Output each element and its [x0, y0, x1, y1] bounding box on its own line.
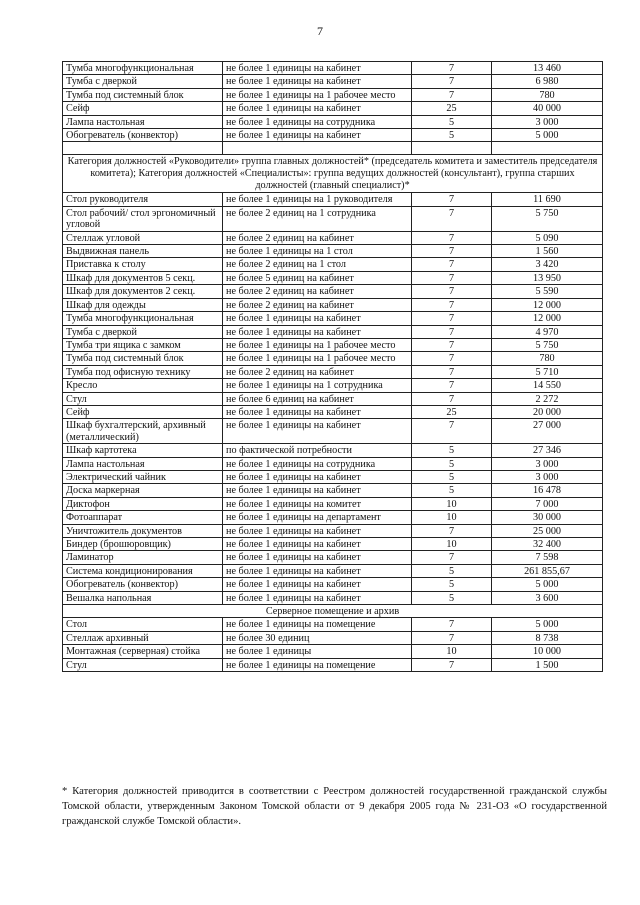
table-row — [63, 392, 603, 405]
item-name-cell: Монтажная (серверная) стойка — [63, 645, 223, 658]
quantity-norm-cell: не более 1 единицы на кабинет — [223, 591, 412, 604]
service-life-cell: 25 — [412, 405, 492, 418]
price-cell: 1 500 — [492, 658, 603, 671]
price-cell: 4 970 — [492, 325, 603, 338]
table-row — [63, 578, 603, 591]
table-row — [63, 129, 603, 142]
table-row — [63, 285, 603, 298]
service-life-cell: 7 — [412, 312, 492, 325]
quantity-norm-cell: не более 1 единицы на 1 рабочее место — [223, 88, 412, 101]
table-row — [63, 511, 603, 524]
table-section-top — [63, 62, 603, 142]
item-name-cell: Стол руководителя — [63, 193, 223, 206]
quantity-norm-cell: не более 1 единицы на кабинет — [223, 551, 412, 564]
item-name-cell: Тумба многофункциональная — [63, 62, 223, 75]
service-life-cell: 7 — [412, 392, 492, 405]
table-row — [63, 405, 603, 418]
footnote: * Категория должностей приводится в соответствии с Реестром должностей государственной гражданской службы Томской области, утвержденным Законом Томской области от 9 декабря 2005 года № 231-ОЗ «О государственной гражданской службе Томской области». — [62, 786, 607, 827]
table-row — [63, 75, 603, 88]
price-cell: 7 000 — [492, 497, 603, 510]
table-row — [63, 271, 603, 284]
price-cell: 30 000 — [492, 511, 603, 524]
table-row — [63, 658, 603, 671]
service-life-cell: 5 — [412, 484, 492, 497]
item-name-cell: Обогреватель (конвектор) — [63, 578, 223, 591]
table-row — [63, 591, 603, 604]
item-name-cell: Электрический чайник — [63, 470, 223, 483]
table-row — [63, 115, 603, 128]
table-row — [63, 365, 603, 378]
service-life-cell: 7 — [412, 298, 492, 311]
quantity-norm-cell: не более 1 единицы на кабинет — [223, 419, 412, 444]
table-row — [63, 564, 603, 577]
item-name-cell: Кресло — [63, 379, 223, 392]
quantity-norm-cell: не более 2 единиц на кабинет — [223, 231, 412, 244]
table-row — [63, 102, 603, 115]
table-row — [63, 88, 603, 101]
table-row — [63, 470, 603, 483]
table-category-section — [63, 155, 603, 193]
price-cell: 3 000 — [492, 457, 603, 470]
item-name-cell: Стул — [63, 392, 223, 405]
service-life-cell: 7 — [412, 618, 492, 631]
table-row — [63, 245, 603, 258]
table-row — [63, 298, 603, 311]
table-row — [63, 484, 603, 497]
quantity-norm-cell: не более 6 единиц на кабинет — [223, 392, 412, 405]
service-life-cell: 7 — [412, 231, 492, 244]
quantity-norm-cell: не более 1 единицы на кабинет — [223, 484, 412, 497]
item-name-cell: Выдвижная панель — [63, 245, 223, 258]
item-name-cell: Лампа настольная — [63, 115, 223, 128]
price-cell: 8 738 — [492, 631, 603, 644]
price-cell: 2 272 — [492, 392, 603, 405]
table-row — [63, 524, 603, 537]
quantity-norm-cell: не более 1 единицы на 1 рабочее место — [223, 352, 412, 365]
quantity-norm-cell: не более 1 единицы на 1 рабочее место — [223, 338, 412, 351]
service-life-cell: 7 — [412, 285, 492, 298]
service-life-cell: 5 — [412, 129, 492, 142]
service-life-cell: 7 — [412, 631, 492, 644]
table-row — [63, 338, 603, 351]
price-cell: 5 000 — [492, 129, 603, 142]
service-life-cell: 5 — [412, 444, 492, 457]
table-row — [63, 379, 603, 392]
table-row — [63, 618, 603, 631]
price-cell: 12 000 — [492, 298, 603, 311]
table-row — [63, 62, 603, 75]
service-life-cell: 7 — [412, 658, 492, 671]
item-name-cell: Сейф — [63, 102, 223, 115]
quantity-norm-cell: по фактической потребности — [223, 444, 412, 457]
quantity-norm-cell: не более 1 единицы на кабинет — [223, 405, 412, 418]
item-name-cell: Шкаф картотека — [63, 444, 223, 457]
item-name-cell: Уничтожитель документов — [63, 524, 223, 537]
service-life-cell: 5 — [412, 457, 492, 470]
table-row — [63, 631, 603, 644]
service-life-cell: 10 — [412, 645, 492, 658]
item-name-cell: Лампа настольная — [63, 457, 223, 470]
quantity-norm-cell: не более 1 единицы на кабинет — [223, 312, 412, 325]
price-cell: 40 000 — [492, 102, 603, 115]
item-name-cell: Шкаф бухгалтерский, архивный (металлический) — [63, 419, 223, 444]
quantity-norm-cell: не более 1 единицы на 1 сотрудника — [223, 379, 412, 392]
quantity-norm-cell: не более 1 единицы на 1 стол — [223, 245, 412, 258]
service-life-cell: 5 — [412, 578, 492, 591]
price-cell: 5 000 — [492, 578, 603, 591]
item-name-cell: Доска маркерная — [63, 484, 223, 497]
service-life-cell: 7 — [412, 206, 492, 231]
quantity-norm-cell: не более 1 единицы на кабинет — [223, 75, 412, 88]
price-cell: 3 420 — [492, 258, 603, 271]
item-name-cell: Стол — [63, 618, 223, 631]
price-cell: 11 690 — [492, 193, 603, 206]
quantity-norm-cell: не более 1 единицы на кабинет — [223, 524, 412, 537]
item-name-cell: Стеллаж архивный — [63, 631, 223, 644]
price-cell: 3 600 — [492, 591, 603, 604]
item-name-cell: Тумба с дверкой — [63, 325, 223, 338]
service-life-cell: 7 — [412, 551, 492, 564]
quantity-norm-cell: не более 1 единицы — [223, 645, 412, 658]
service-life-cell: 7 — [412, 419, 492, 444]
page-number: 7 — [317, 24, 323, 38]
item-name-cell: Тумба под системный блок — [63, 88, 223, 101]
table-row — [63, 645, 603, 658]
service-life-cell: 7 — [412, 245, 492, 258]
quantity-norm-cell: не более 1 единицы на департамент — [223, 511, 412, 524]
service-life-cell: 7 — [412, 62, 492, 75]
price-cell: 25 000 — [492, 524, 603, 537]
table-row — [63, 457, 603, 470]
server-room-heading: Серверное помещение и архив — [63, 605, 603, 618]
price-cell: 27 000 — [492, 419, 603, 444]
category-heading: Категория должностей «Руководители» группа главных должностей* (председатель комитета и заместитель председателя комитета); Категория должностей «Специалисты»: группа ведущих должностей (консультант), группа старших должностей (главный специалист)* — [63, 155, 603, 193]
price-cell: 32 400 — [492, 538, 603, 551]
quantity-norm-cell: не более 1 единицы на кабинет — [223, 578, 412, 591]
quantity-norm-cell: не более 2 единиц на кабинет — [223, 285, 412, 298]
item-name-cell: Тумба с дверкой — [63, 75, 223, 88]
price-cell: 14 550 — [492, 379, 603, 392]
table-subheading-section — [63, 605, 603, 618]
price-cell: 13 460 — [492, 62, 603, 75]
quantity-norm-cell: не более 1 единицы на помещение — [223, 618, 412, 631]
item-name-cell: Обогреватель (конвектор) — [63, 129, 223, 142]
service-life-cell: 5 — [412, 591, 492, 604]
service-life-cell: 7 — [412, 88, 492, 101]
price-cell: 5 000 — [492, 618, 603, 631]
price-cell: 3 000 — [492, 470, 603, 483]
price-cell: 6 980 — [492, 75, 603, 88]
price-cell: 1 560 — [492, 245, 603, 258]
price-cell: 10 000 — [492, 645, 603, 658]
item-name-cell: Шкаф для документов 2 секц. — [63, 285, 223, 298]
item-name-cell: Тумба три ящика с замком — [63, 338, 223, 351]
price-cell: 27 346 — [492, 444, 603, 457]
quantity-norm-cell: не более 1 единицы на кабинет — [223, 102, 412, 115]
table-spacer — [63, 142, 603, 155]
price-cell: 7 598 — [492, 551, 603, 564]
quantity-norm-cell: не более 1 единицы на кабинет — [223, 538, 412, 551]
item-name-cell: Ламинатор — [63, 551, 223, 564]
service-life-cell: 25 — [412, 102, 492, 115]
price-cell: 13 950 — [492, 271, 603, 284]
price-cell: 5 750 — [492, 338, 603, 351]
quantity-norm-cell: не более 1 единицы на кабинет — [223, 325, 412, 338]
price-cell: 5 710 — [492, 365, 603, 378]
table-section-server — [63, 618, 603, 672]
price-cell: 5 750 — [492, 206, 603, 231]
quantity-norm-cell: не более 30 единиц — [223, 631, 412, 644]
table-row — [63, 325, 603, 338]
service-life-cell: 5 — [412, 470, 492, 483]
service-life-cell: 10 — [412, 497, 492, 510]
quantity-norm-cell: не более 1 единицы на кабинет — [223, 129, 412, 142]
item-name-cell: Диктофон — [63, 497, 223, 510]
table-row — [63, 193, 603, 206]
price-cell: 20 000 — [492, 405, 603, 418]
quantity-norm-cell: не более 1 единицы на 1 руководителя — [223, 193, 412, 206]
price-cell: 3 000 — [492, 115, 603, 128]
table-row — [63, 444, 603, 457]
item-name-cell: Тумба под офисную технику — [63, 365, 223, 378]
price-cell: 16 478 — [492, 484, 603, 497]
table-row — [63, 419, 603, 444]
table-row — [63, 206, 603, 231]
quantity-norm-cell: не более 2 единиц на кабинет — [223, 365, 412, 378]
quantity-norm-cell: не более 1 единицы на кабинет — [223, 62, 412, 75]
item-name-cell: Система кондиционирования — [63, 564, 223, 577]
quantity-norm-cell: не более 1 единицы на комитет — [223, 497, 412, 510]
item-name-cell: Шкаф для документов 5 секц. — [63, 271, 223, 284]
item-name-cell: Тумба многофункциональная — [63, 312, 223, 325]
service-life-cell: 7 — [412, 193, 492, 206]
table-row — [63, 497, 603, 510]
quantity-norm-cell: не более 1 единицы на помещение — [223, 658, 412, 671]
price-cell: 780 — [492, 88, 603, 101]
table-section-main — [63, 193, 603, 605]
item-name-cell: Стол рабочий/ стол эргономичный угловой — [63, 206, 223, 231]
service-life-cell: 7 — [412, 258, 492, 271]
table-row — [63, 231, 603, 244]
quantity-norm-cell: не более 1 единицы на кабинет — [223, 564, 412, 577]
service-life-cell: 7 — [412, 379, 492, 392]
table-row — [63, 258, 603, 271]
item-name-cell: Стул — [63, 658, 223, 671]
service-life-cell: 7 — [412, 271, 492, 284]
service-life-cell: 10 — [412, 538, 492, 551]
quantity-norm-cell: не более 1 единицы на сотрудника — [223, 457, 412, 470]
price-cell: 5 590 — [492, 285, 603, 298]
service-life-cell: 7 — [412, 365, 492, 378]
table-row — [63, 312, 603, 325]
quantity-norm-cell: не более 2 единиц на 1 стол — [223, 258, 412, 271]
service-life-cell: 7 — [412, 338, 492, 351]
quantity-norm-cell: не более 2 единиц на кабинет — [223, 298, 412, 311]
furniture-norms-table — [62, 61, 603, 672]
price-cell: 261 855,67 — [492, 564, 603, 577]
item-name-cell: Сейф — [63, 405, 223, 418]
service-life-cell: 5 — [412, 115, 492, 128]
table-row — [63, 538, 603, 551]
item-name-cell: Фотоаппарат — [63, 511, 223, 524]
table-row — [63, 551, 603, 564]
item-name-cell: Биндер (брошюровщик) — [63, 538, 223, 551]
quantity-norm-cell: не более 5 единиц на кабинет — [223, 271, 412, 284]
service-life-cell: 7 — [412, 325, 492, 338]
price-cell: 780 — [492, 352, 603, 365]
item-name-cell: Вешалка напольная — [63, 591, 223, 604]
price-cell: 12 000 — [492, 312, 603, 325]
price-cell: 5 090 — [492, 231, 603, 244]
service-life-cell: 10 — [412, 511, 492, 524]
item-name-cell: Шкаф для одежды — [63, 298, 223, 311]
item-name-cell: Приставка к столу — [63, 258, 223, 271]
quantity-norm-cell: не более 2 единиц на 1 сотрудника — [223, 206, 412, 231]
item-name-cell: Тумба под системный блок — [63, 352, 223, 365]
quantity-norm-cell: не более 1 единицы на кабинет — [223, 470, 412, 483]
service-life-cell: 7 — [412, 352, 492, 365]
service-life-cell: 7 — [412, 524, 492, 537]
quantity-norm-cell: не более 1 единицы на сотрудника — [223, 115, 412, 128]
service-life-cell: 7 — [412, 75, 492, 88]
item-name-cell: Стеллаж угловой — [63, 231, 223, 244]
table-row — [63, 352, 603, 365]
service-life-cell: 5 — [412, 564, 492, 577]
